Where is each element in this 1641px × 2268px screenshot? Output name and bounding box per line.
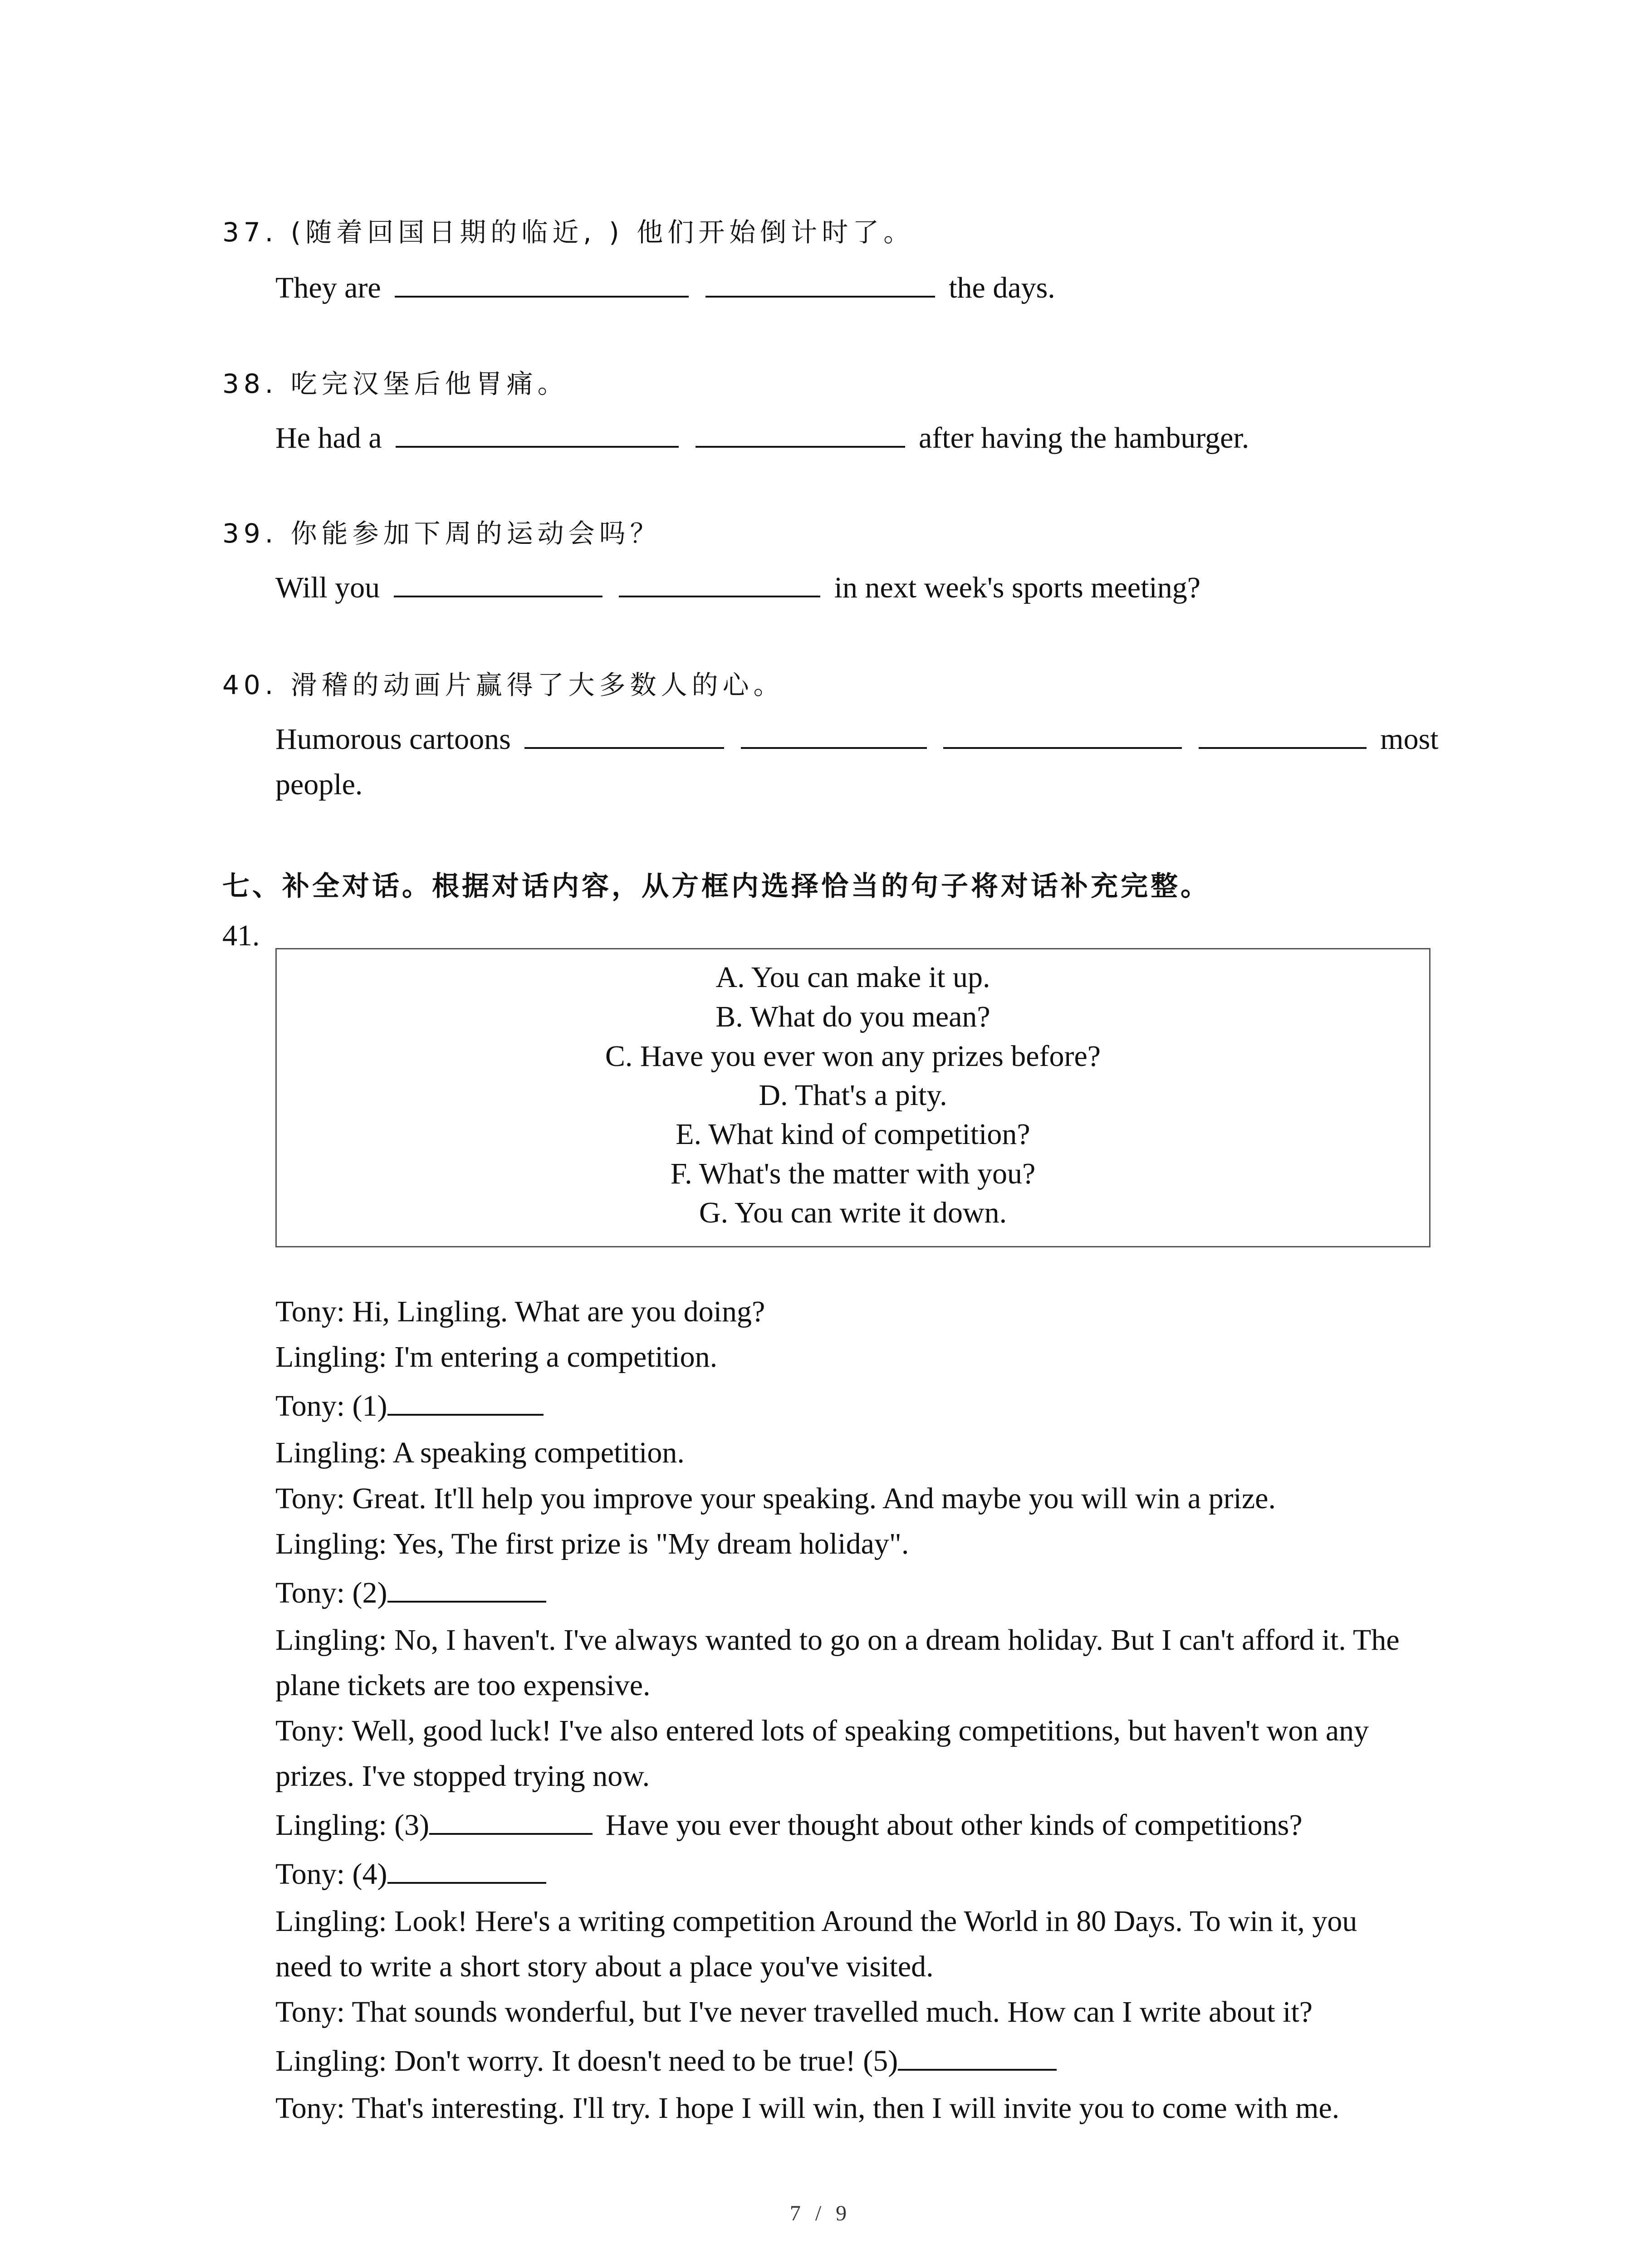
q38-english — [275, 420, 1249, 456]
q38-suffix: after having the hamburger. — [919, 421, 1249, 455]
dialogue-line-2: Lingling: I'm entering a competition. — [275, 1340, 718, 1374]
q39-blank-2[interactable] — [619, 570, 820, 597]
page-number: 7 / 9 — [789, 2201, 852, 2225]
q39-english — [275, 570, 1200, 606]
q37-blank-2[interactable] — [705, 270, 935, 298]
option-a: A. You can make it up. — [715, 961, 990, 994]
q40-blank-2[interactable] — [741, 722, 927, 749]
q40-chinese: 40. 滑稽的动画片赢得了大多数人的心。 — [222, 670, 784, 700]
q37-prefix: They are — [275, 271, 381, 304]
q38-prefix: He had a — [275, 421, 382, 455]
dialogue-line-7-text: Tony: (2) — [275, 1576, 387, 1609]
dialogue-line-17-text: Lingling: Don't worry. It doesn't need to be true! (5) — [275, 2044, 898, 2077]
answer-blank-5[interactable] — [898, 2043, 1057, 2071]
q39-blank-1[interactable] — [394, 570, 603, 597]
dialogue-line-14: Lingling: Look! Here's a writing competition Around the World in 80 Days. To win it, you — [275, 1905, 1357, 1938]
dialogue-line-5: Tony: Great. It'll help you improve your speaking. And maybe you will win a prize. — [275, 1482, 1276, 1515]
dialogue-line-6: Lingling: Yes, The first prize is "My dream holiday". — [275, 1527, 909, 1560]
dialogue-line-7 — [275, 1575, 546, 1611]
option-c: C. Have you ever won any prizes before? — [605, 1040, 1101, 1073]
answer-blank-2[interactable] — [387, 1575, 546, 1603]
dialogue-line-8: Lingling: No, I haven't. I've always wanted to go on a dream holiday. But I can't afford it. The — [275, 1623, 1400, 1657]
q40-english-line2: people. — [275, 768, 363, 801]
q37-blank-1[interactable] — [395, 270, 689, 298]
option-e: E. What kind of competition? — [676, 1118, 1030, 1151]
dialogue-line-12-rest: Have you ever thought about other kinds of competitions? — [605, 1809, 1303, 1842]
answer-blank-3[interactable] — [429, 1808, 593, 1835]
q40-prefix: Humorous cartoons — [275, 723, 511, 756]
dialogue-line-4: Lingling: A speaking competition. — [275, 1436, 685, 1469]
q39-chinese: 39. 你能参加下周的运动会吗？ — [222, 518, 661, 549]
q40-blank-3[interactable] — [943, 722, 1182, 749]
q39-suffix: in next week's sports meeting? — [834, 571, 1201, 604]
dialogue-line-15: need to write a short story about a place you've visited. — [275, 1950, 934, 1983]
q39-prefix: Will you — [275, 571, 380, 604]
dialogue-line-11: prizes. I've stopped trying now. — [275, 1760, 650, 1793]
dialogue-line-3-text: Tony: (1) — [275, 1389, 387, 1422]
option-g: G. You can write it down. — [699, 1196, 1007, 1229]
dialogue-line-12 — [275, 1807, 1303, 1843]
q40-blank-1[interactable] — [524, 722, 724, 749]
dialogue-line-16: Tony: That sounds wonderful, but I've never travelled much. How can I write about it? — [275, 1995, 1313, 2028]
dialogue-line-18: Tony: That's interesting. I'll try. I hope I will win, then I will invite you to come with me. — [275, 2092, 1340, 2125]
q38-blank-2[interactable] — [696, 420, 905, 448]
dialogue-line-17 — [275, 2043, 1057, 2079]
option-f: F. What's the matter with you? — [670, 1157, 1036, 1190]
q37-english — [275, 270, 1055, 306]
q37-suffix: the days. — [949, 271, 1055, 304]
q41-number: 41. — [222, 919, 260, 952]
dialogue-line-1: Tony: Hi, Lingling. What are you doing? — [275, 1295, 765, 1328]
dialogue-line-13-text: Tony: (4) — [275, 1857, 387, 1891]
option-b: B. What do you mean? — [715, 1000, 990, 1033]
q38-blank-1[interactable] — [396, 420, 679, 448]
section-heading: 七、补全对话。根据对话内容，从方框内选择恰当的句子将对话补充完整。 — [222, 870, 1210, 902]
q40-suffix: most — [1380, 723, 1439, 756]
q38-chinese: 38. 吃完汉堡后他胃痛。 — [222, 368, 568, 399]
dialogue-line-3 — [275, 1388, 544, 1424]
option-d: D. That's a pity. — [759, 1079, 947, 1112]
dialogue-line-10: Tony: Well, good luck! I've also entered lots of speaking competitions, but haven't won any — [275, 1714, 1369, 1747]
q40-english — [275, 721, 1439, 757]
q37-chinese: 37. (随着回国日期的临近, ) 他们开始倒计时了。 — [222, 217, 915, 248]
answer-blank-1[interactable] — [387, 1388, 544, 1416]
dialogue-line-9: plane tickets are too expensive. — [275, 1669, 651, 1702]
dialogue-line-13 — [275, 1856, 546, 1892]
q40-blank-4[interactable] — [1199, 722, 1367, 749]
answer-blank-4[interactable] — [387, 1857, 546, 1884]
options-box — [275, 948, 1430, 1247]
dialogue-line-12-text: Lingling: (3) — [275, 1809, 430, 1842]
